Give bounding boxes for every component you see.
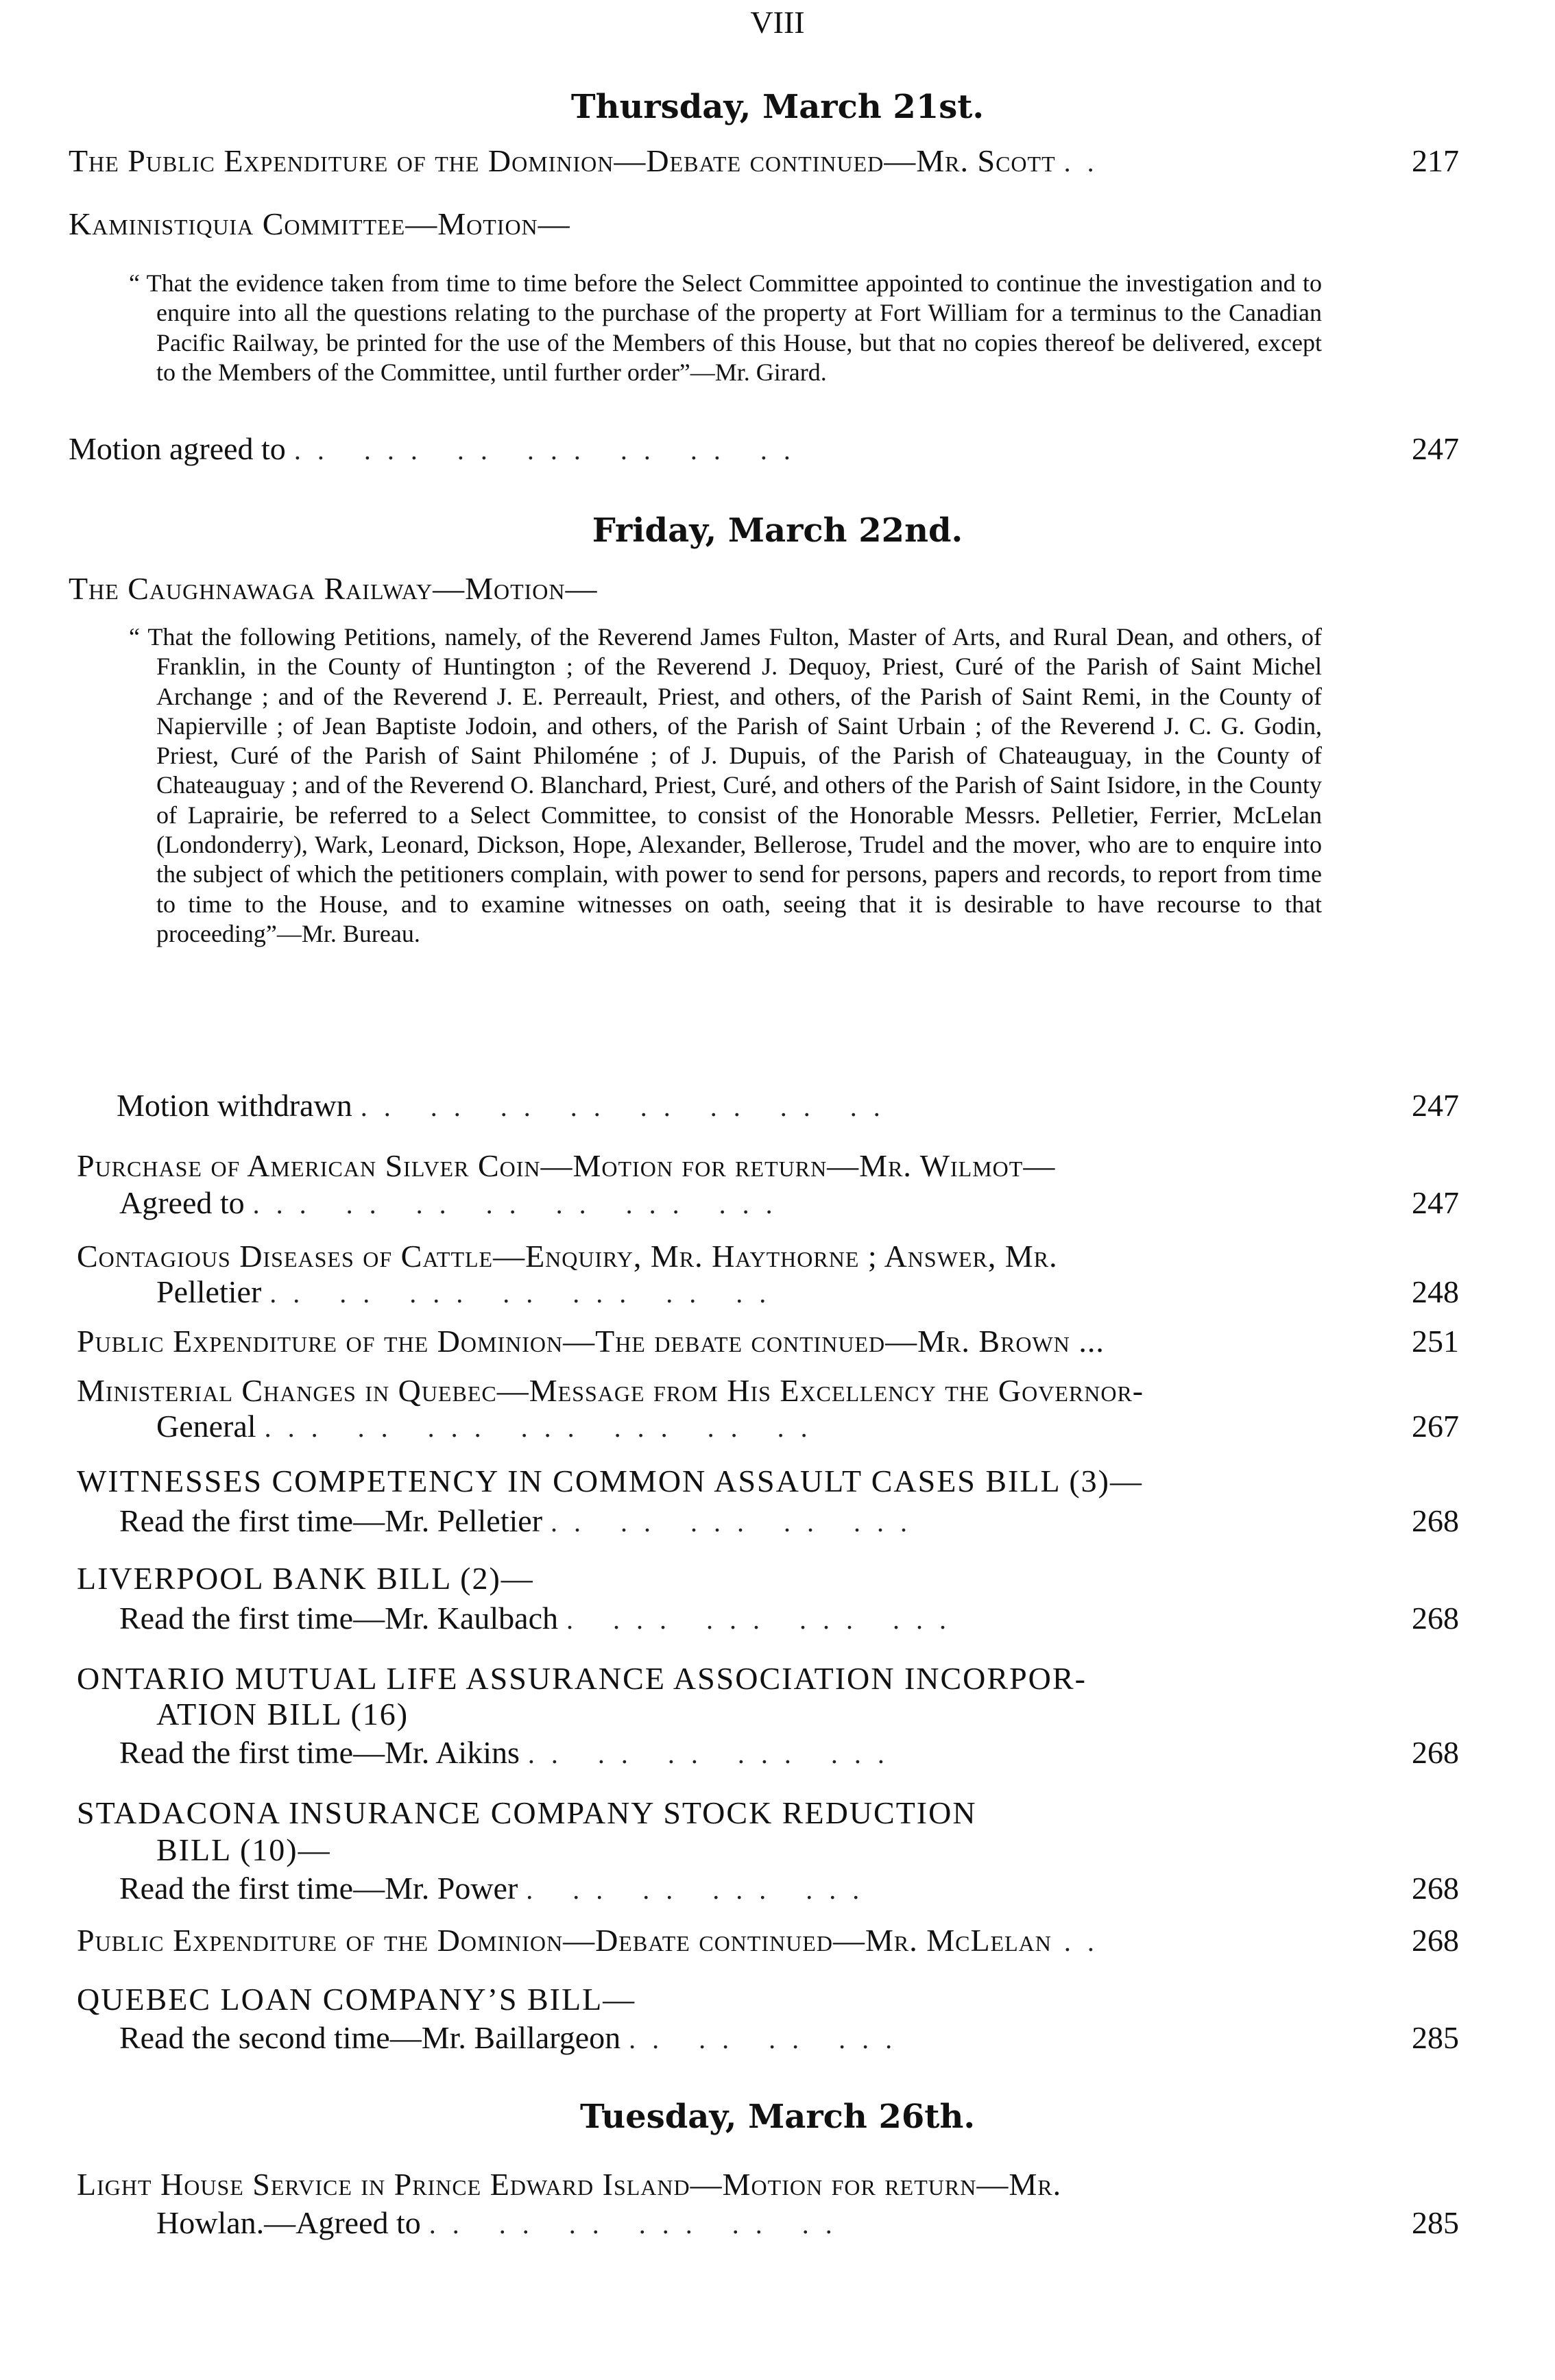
entry-text: General (156, 1409, 256, 1444)
page-ref: 247 (1412, 1088, 1459, 1123)
entry-text: Howlan.—Agreed to (156, 2205, 421, 2240)
dot-leader: .. .. ... .. ... .. .. (269, 1278, 783, 1309)
dot-leader: .. (1063, 147, 1111, 178)
entry-text: ATION BILL (16) (156, 1697, 409, 1732)
entry-caughnawaga-heading (69, 570, 598, 607)
quote-text: “ That the following Petitions, namely, of the Reverend James Fulton, Master of Arts, and Rural Dean, and others, of Franklin, in the County of Huntington ; of the Reverend J. Dequoy, Priest, Curé of the Parish of Saint Michel Archange ; and of the Reverend J. E. Perreault, Priest, and others, of the Parish of Saint Remi, in the County of Napierville ; of Jean Baptiste Jodoin, and others, of the Parish of Saint Urbain ; of the Reverend J. C. G. Godin, Priest, Curé of the Parish of Saint Philoméne ; of J. Dupuis, of the Parish of Chateauguay, in the County of Chateauguay ; and of the Reverend O. Blanchard, Priest, Curé, and others of the Parish of Saint Isidore, in the County of Laprairie, be referred to a Select Committee, to consist of the Honorable Messrs. Pelletier, Ferrier, McLelan (Londonderry), Wark, Leonard, Dickson, Hope, Alexander, Bellerose, Trudel and the mover, who are to enquire into the subject of which the petitioners complain, with power to send for persons, papers and records, to report from time to time to the House, and to examine witnesses on oath, seeing that it is desirable to have recourse to that proceeding”—Mr. Bureau. (129, 623, 1322, 947)
day-heading-thursday: Thursday, March 21st. (570, 88, 985, 126)
page-ref: 268 (1412, 1735, 1459, 1770)
quote-text: “ That the evidence taken from time to time before the Select Committee appointed to continue the investigation and to enquire into all the questions relating to the purchase of the property at Fort William for a terminus to the Canadian Pacific Railway, be printed for the use of the Members of this House, but that no copies thereof be delivered, except to the Members of the Committee, until further order”—Mr. Girard. (129, 269, 1322, 386)
entry-american-silver-coin-cont (119, 1185, 1330, 1221)
page-ref: 268 (1412, 1871, 1459, 1906)
dot-leader: . .. .. ... ... (526, 1874, 876, 1905)
entry-text: Motion agreed to (69, 431, 286, 466)
page-ref: 247 (1412, 431, 1459, 466)
dot-leader: .. .. ... .. ... (551, 1507, 924, 1538)
page-ref: 267 (1412, 1409, 1459, 1444)
entry-text: Ministerial Changes in Quebec—Message from His Excellency the Governor- (77, 1373, 1144, 1408)
dot-leader: .. ... .. ... .. .. .. (293, 435, 807, 465)
entry-text: ONTARIO MUTUAL LIFE ASSURANCE ASSOCIATION INCORPOR- (77, 1661, 1087, 1696)
entry-text: Read the first time—Mr. Pelletier (119, 1503, 543, 1538)
entry-text: Read the second time—Mr. Baillargeon (119, 2020, 621, 2055)
entry-kaministiquia-heading (69, 206, 570, 242)
entry-text: Agreed to (119, 1185, 245, 1220)
entry-ministerial-changes (77, 1372, 1144, 1409)
entry-light-house-service-cont (156, 2205, 1330, 2241)
dot-leader: .. (1063, 1926, 1111, 1957)
entry-public-expenditure-mclelan (77, 1922, 1111, 1958)
entry-text: QUEBEC LOAN COMPANY’S BILL— (77, 1982, 636, 2017)
entry-ontario-mutual-bill-cont (156, 1696, 409, 1732)
entry-public-expenditure-brown (77, 1323, 1105, 1359)
entry-liverpool-bank-bill (77, 1560, 534, 1596)
entry-text: Pelletier (156, 1274, 262, 1309)
entry-motion-withdrawn (117, 1087, 1330, 1124)
entry-witnesses-bill (77, 1463, 1143, 1499)
entry-text: Read the first time—Mr. Power (119, 1871, 518, 1906)
entry-text: Motion withdrawn (117, 1088, 352, 1123)
entry-public-expenditure-scott (69, 143, 1316, 179)
dot-leader: .. .. .. .. .. .. .. .. (360, 1091, 897, 1122)
page-ref: 268 (1412, 1503, 1459, 1538)
page-ref: 247 (1412, 1185, 1459, 1220)
entry-ministerial-changes-cont (156, 1408, 1330, 1444)
dot-leader: . ... ... ... ... (566, 1604, 963, 1635)
entry-text: Kaministiquia Committee—Motion— (69, 206, 570, 241)
entry-ontario-mutual-bill (77, 1660, 1087, 1697)
entry-witnesses-bill-cont (119, 1503, 1330, 1539)
entry-text: Public Expenditure of the Dominion—Debate continued—Mr. McLelan (77, 1923, 1052, 1958)
dot-leader: ... .. .. .. .. ... ... (252, 1189, 789, 1219)
entry-text: BILL (10)— (156, 1832, 331, 1867)
entry-text: The Public Expenditure of the Dominion—Debate continued—Mr. Scott (69, 143, 1056, 178)
entry-light-house-service (77, 2166, 1061, 2202)
entry-text: Contagious Diseases of Cattle—Enquiry, Mr. Haythorne ; Answer, Mr. (77, 1239, 1058, 1274)
page-ref: 248 (1412, 1274, 1459, 1309)
entry-quebec-loan-bill-cont (119, 2019, 1330, 2056)
entry-stadacona-bill-reading (119, 1870, 1330, 1906)
page-number: VIII (750, 5, 805, 40)
entry-text: The Caughnawaga Railway—Motion— (69, 571, 598, 606)
kaministiquia-motion-quote (129, 269, 1322, 387)
entry-text: Light House Service in Prince Edward Island—Motion for return—Mr. (77, 2167, 1062, 2202)
entry-stadacona-bill (77, 1795, 977, 1831)
page-ref: 268 (1412, 1923, 1459, 1958)
page-ref: 251 (1412, 1324, 1459, 1359)
page-ref: 217 (1412, 143, 1459, 178)
entry-text: LIVERPOOL BANK BILL (2)— (77, 1561, 534, 1596)
entry-text: Purchase of American Silver Coin—Motion for return—Mr. Wilmot— (77, 1148, 1056, 1183)
entry-contagious-diseases (77, 1238, 1058, 1274)
entry-motion-agreed (69, 430, 1330, 467)
entry-text: Public Expenditure of the Dominion—The debate continued—Mr. Brown ... (77, 1324, 1105, 1359)
entry-stadacona-bill-cont (156, 1832, 331, 1868)
entry-text: Read the first time—Mr. Aikins (119, 1735, 520, 1770)
entry-text: STADACONA INSURANCE COMPANY STOCK REDUCTION (77, 1795, 977, 1830)
dot-leader: .. .. .. ... ... (527, 1738, 901, 1769)
entry-text: WITNESSES COMPETENCY IN COMMON ASSAULT CASES BILL (3)— (77, 1464, 1144, 1498)
entry-ontario-mutual-bill-reading (119, 1734, 1330, 1771)
page-ref: 285 (1412, 2205, 1459, 2240)
page-ref: 285 (1412, 2020, 1459, 2055)
entry-quebec-loan-bill (77, 1981, 636, 2017)
entry-text: Read the first time—Mr. Kaulbach (119, 1601, 559, 1636)
entry-liverpool-bank-bill-cont (119, 1600, 1330, 1636)
day-heading-friday: Friday, March 22nd. (592, 511, 963, 550)
entry-contagious-diseases-cont (156, 1274, 1330, 1310)
day-heading-tuesday: Tuesday, March 26th. (579, 2098, 976, 2136)
caughnawaga-motion-quote (129, 622, 1322, 949)
entry-american-silver-coin (77, 1148, 1055, 1184)
page-ref: 268 (1412, 1601, 1459, 1636)
dot-leader: .. .. .. ... .. .. (429, 2209, 849, 2239)
dot-leader: ... .. ... ... ... .. .. (264, 1412, 824, 1443)
dot-leader: .. .. .. ... (629, 2024, 909, 2054)
